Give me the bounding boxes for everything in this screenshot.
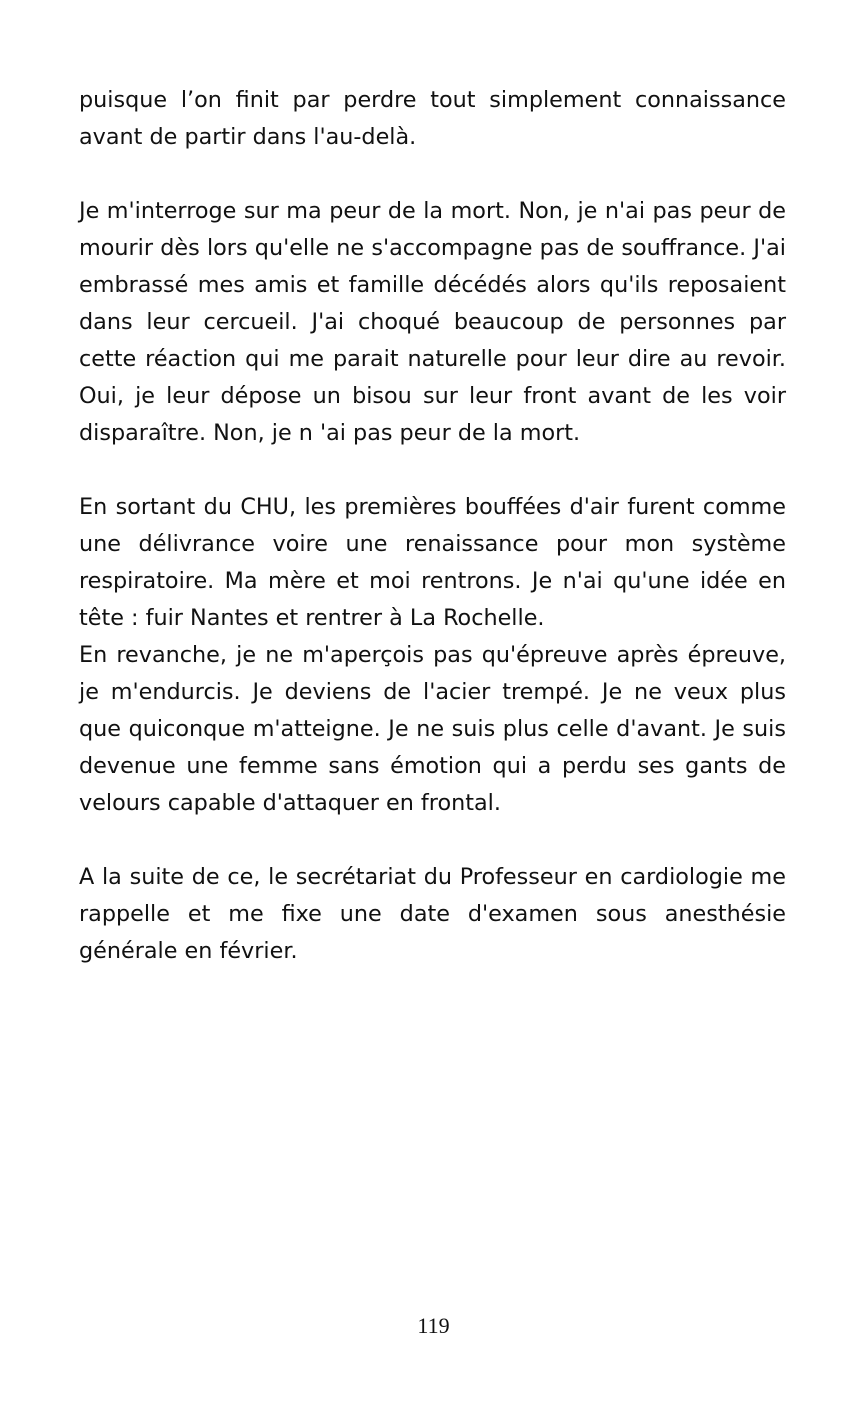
page-number: 119: [417, 1313, 450, 1338]
paragraph-1: puisque l’on finit par perdre tout simplement connaissance avant de partir dans l'au-delà.: [79, 87, 786, 150]
paragraph-3: En sortant du CHU, les premières bouffées d'air furent comme une délivrance voire une renaissance pour mon système respiratoire. Ma mère et moi rentrons. Je n'ai qu'une idée en tête : fuir Nantes et rentrer à La Rochelle.: [79, 494, 786, 631]
paragraph-4: En revanche, je ne m'aperçois pas qu'épreuve après épreuve, je m'endurcis. Je deviens de l'acier trempé. Je ne veux plus que quiconque m'atteigne. Je ne suis plus celle d'avant. Je suis devenue une femme sans émotion qui a perdu ses gants de velours capable d'attaquer en frontal.: [79, 642, 786, 816]
page-body: [79, 82, 786, 970]
paragraph-5: A la suite de ce, le secrétariat du Professeur en cardiologie me rappelle et me fixe une date d'examen sous anesthésie générale en février.: [79, 864, 786, 964]
paragraph-2: Je m'interroge sur ma peur de la mort. Non, je n'ai pas peur de mourir dès lors qu'elle ne s'accompagne pas de souffrance. J'ai embrassé mes amis et famille décédés alors qu'ils reposaient dans leur cercueil. J'ai choqué beaucoup de personnes par cette réaction qui me parait naturelle pour leur dire au revoir. Oui, je leur dépose un bisou sur leur front avant de les voir disparaître. Non, je n 'ai pas peur de la mort.: [79, 198, 786, 446]
